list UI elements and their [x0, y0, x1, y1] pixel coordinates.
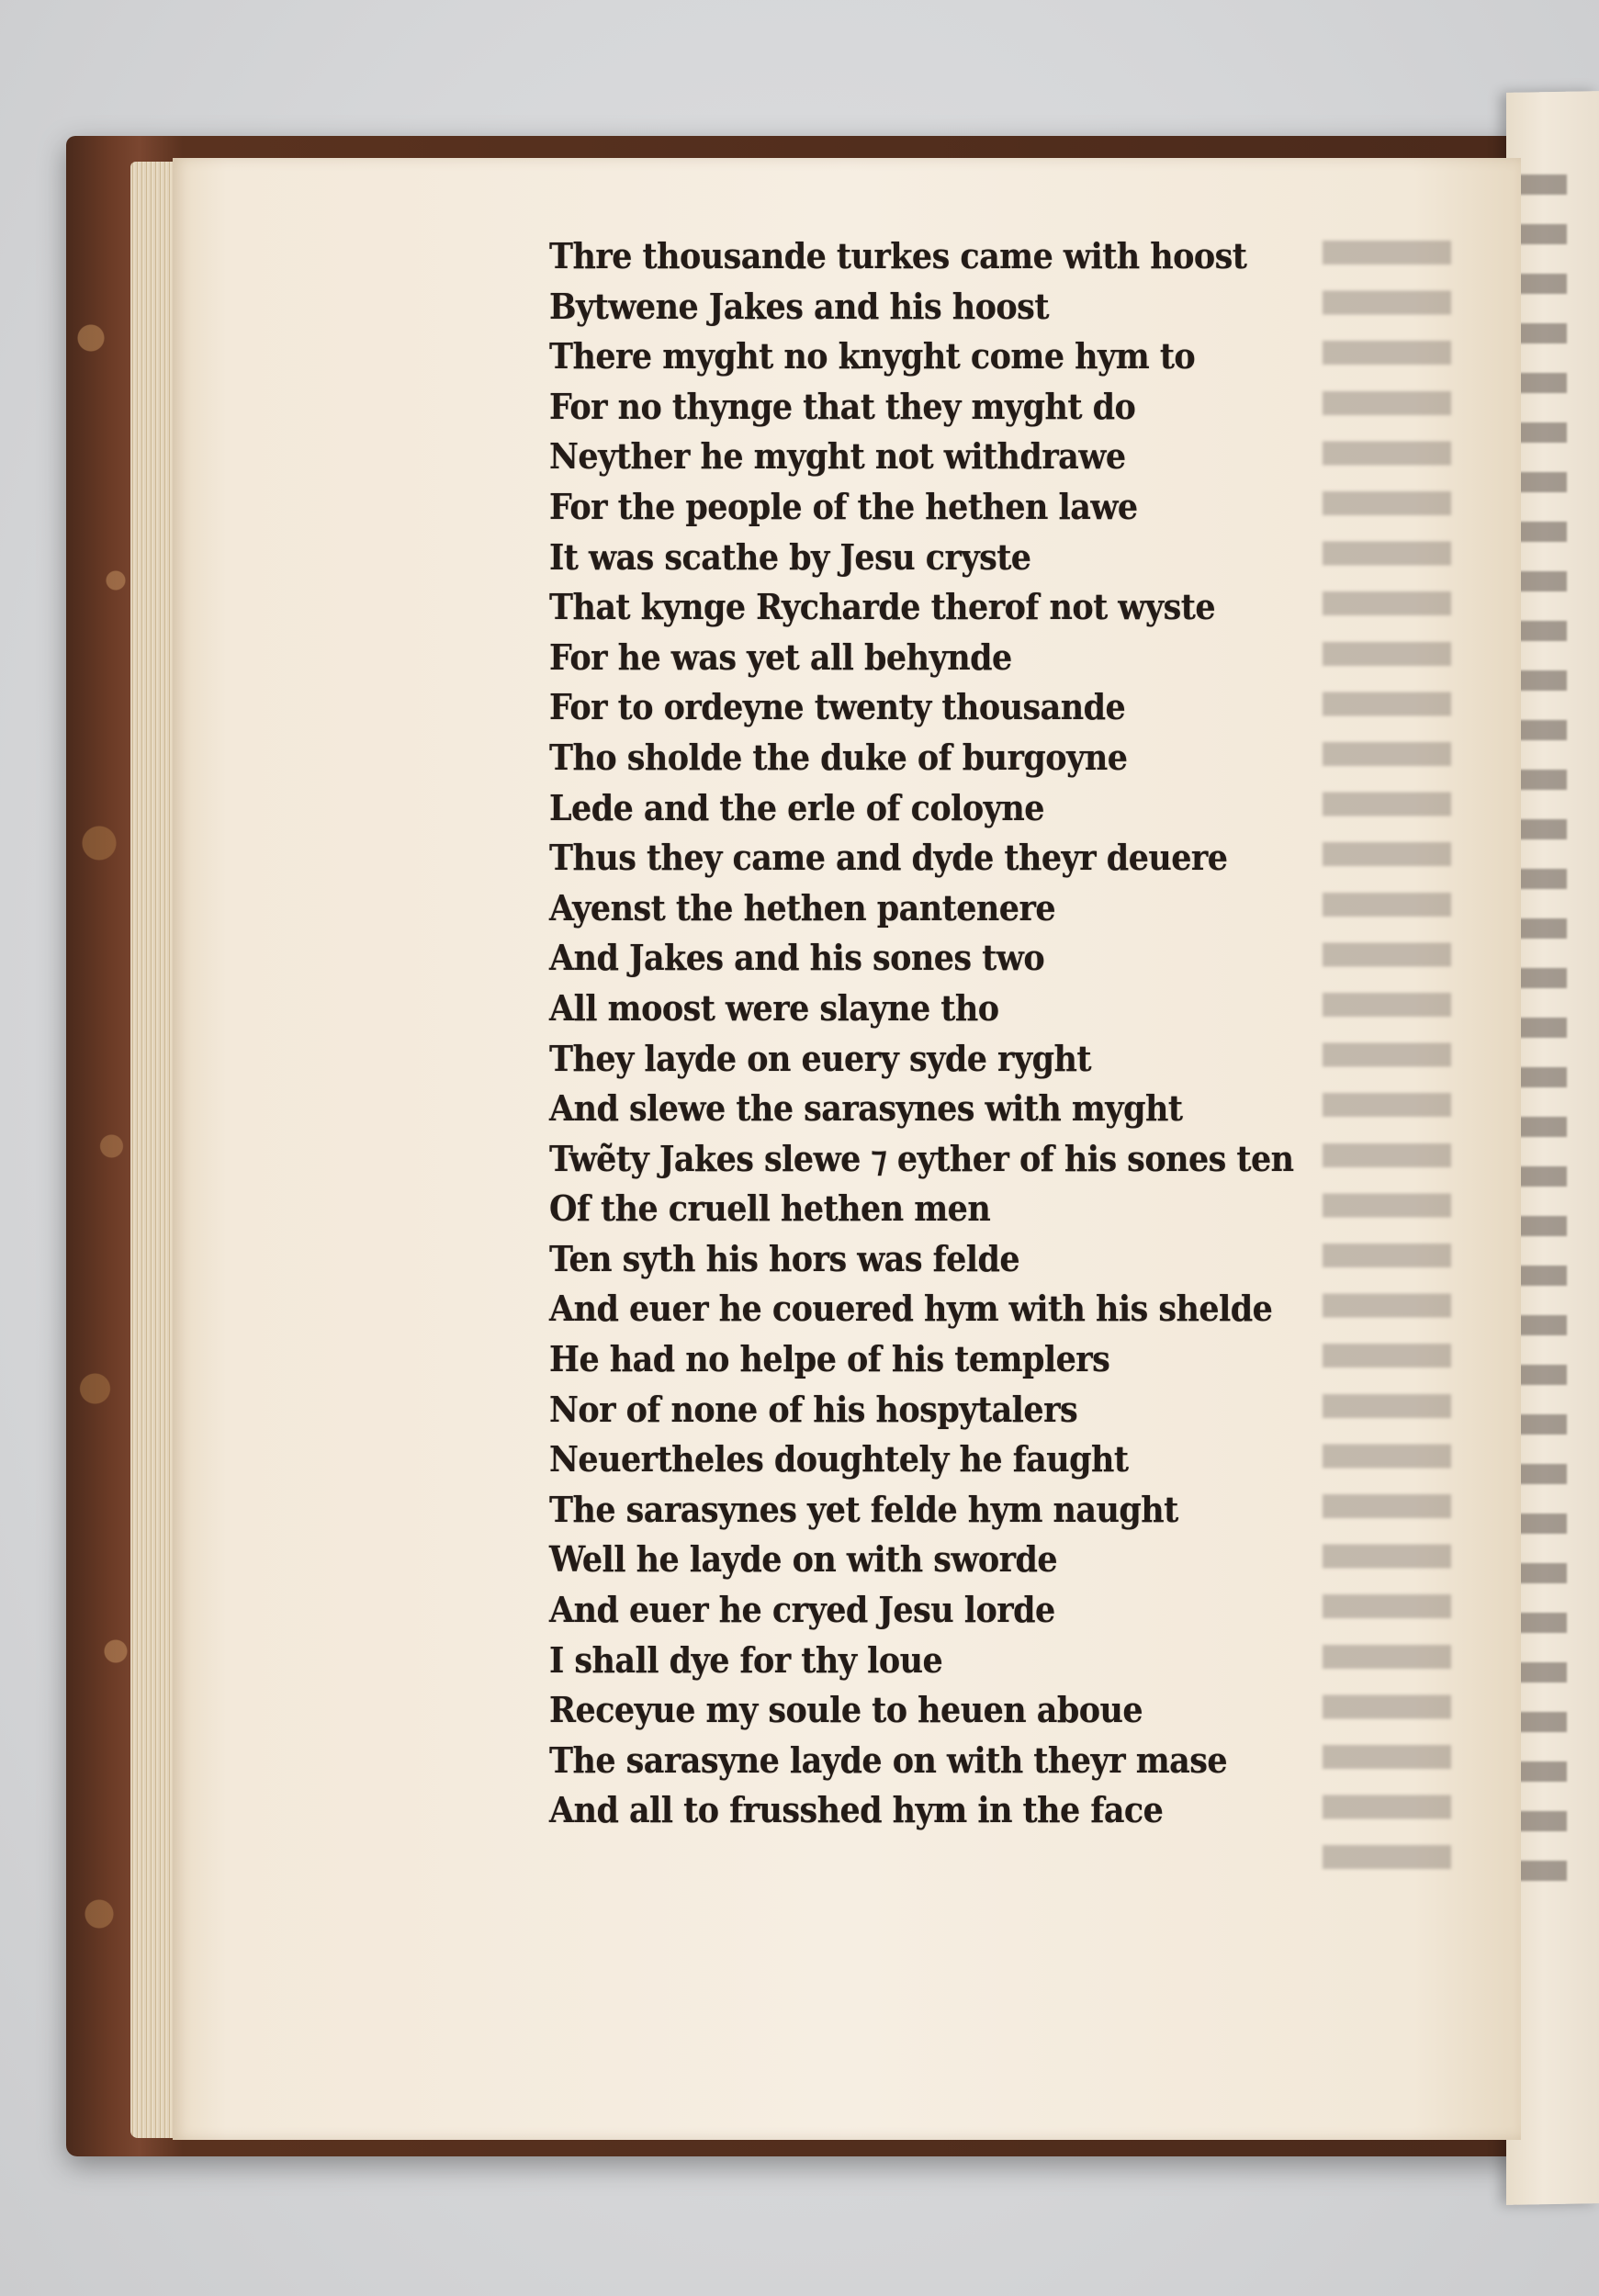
verse-line: That kynge Rycharde therof not wyste	[549, 586, 1216, 628]
verse-line: Well he layde on with sworde	[549, 1538, 1058, 1581]
page-edges	[130, 162, 178, 2138]
verse-line: And euer he couered hym with his shelde	[549, 1288, 1273, 1330]
verse-line: Ayenst the hethen pantenere	[549, 886, 1056, 929]
verse-line: Thre thousande turkes came with hoost	[549, 235, 1247, 276]
verse-line: For the people of the hethen lawe	[549, 485, 1138, 527]
verse-line: And euer he cryed Jesu lorde	[549, 1589, 1055, 1631]
verse-line: Twẽty Jakes slewe ⁊ eyther of his sones ten	[549, 1137, 1294, 1179]
verse-line: They layde on euery syde ryght	[549, 1037, 1092, 1079]
verse-line: For to ordeyne twenty thousande	[549, 686, 1126, 728]
verse-line: It was scathe by Jesu cryste	[549, 535, 1031, 578]
verse-line: For he was yet all behynde	[549, 636, 1012, 678]
verse-line: Tho sholde the duke of burgoyne	[549, 736, 1128, 778]
verse-line: And Jakes and his sones two	[549, 937, 1045, 979]
verse-line: Of the cruell hethen men	[549, 1187, 991, 1230]
verse-line: I shall dye for thy loue	[549, 1638, 943, 1681]
verse-line: The sarasyne layde on with theyr mase	[549, 1739, 1228, 1781]
verse-text-block	[549, 231, 1449, 1836]
verse-line: Ten syth his hors was felde	[549, 1237, 1020, 1279]
verse-line: He had no helpe of his templers	[549, 1338, 1110, 1380]
verse-line: And slewe the sarasynes with myght	[549, 1087, 1183, 1130]
verse-line: And all to frusshed hym in the face	[549, 1789, 1164, 1831]
verse-line: For no thynge that they myght do	[549, 385, 1136, 427]
verse-line: Bytwene Jakes and his hoost	[549, 285, 1049, 327]
verse-line: Neuertheles doughtely he faught	[549, 1438, 1129, 1480]
verse-line: Neyther he myght not withdrawe	[549, 435, 1126, 478]
verse-line: Nor of none of his hospytalers	[549, 1388, 1078, 1430]
verse-line: All moost were slayne tho	[549, 986, 999, 1029]
verse-line: Thus they came and dyde theyr deuere	[549, 837, 1228, 879]
verse-line: Lede and the erle of coloyne	[549, 786, 1044, 828]
verse-line: The sarasynes yet felde hym naught	[549, 1488, 1178, 1530]
verse-line: Receyue my soule to heuen aboue	[549, 1689, 1143, 1731]
verse-line: There myght no knyght come hym to	[549, 335, 1196, 377]
